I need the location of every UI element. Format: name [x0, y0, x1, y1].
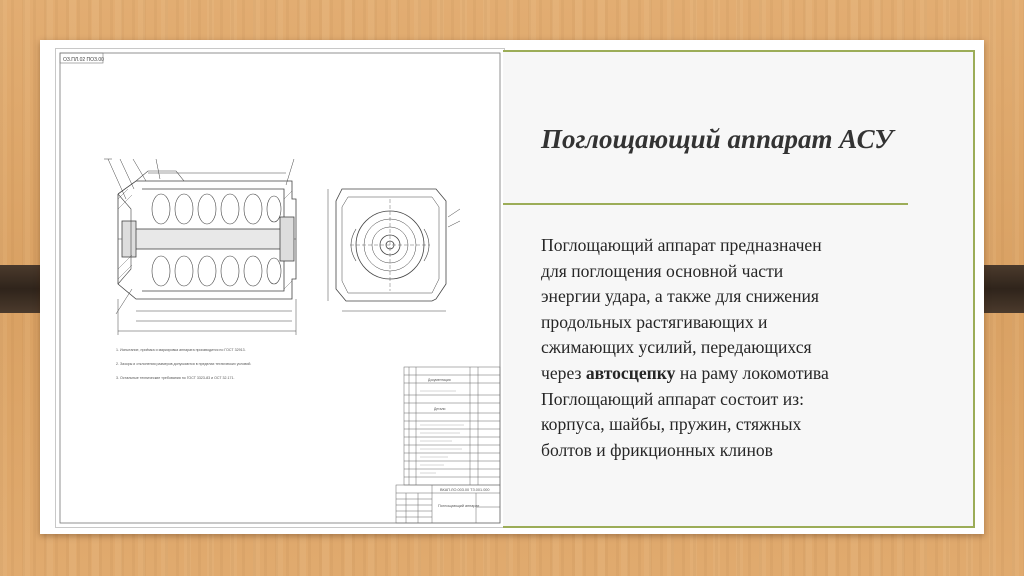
drawing-notes — [116, 348, 251, 380]
specification-table — [404, 367, 500, 485]
body-line: для поглощения основной части — [541, 260, 784, 281]
body-line: болтов и фрикционных клинов — [541, 439, 773, 460]
spec-section-documentation: Документация — [428, 378, 451, 382]
end-view — [328, 189, 460, 311]
bold-term-autocoupler: автосцепку — [585, 362, 676, 383]
body-line-start: через — [541, 362, 586, 383]
body-line-end: на раму локомотива — [675, 362, 829, 383]
slide-title: Поглощающий аппарат АСУ — [541, 124, 894, 154]
note-line: 3. Остальные технические требования по ГОСТ 3323-83 и ОСТ 32.171. — [116, 376, 235, 380]
body-line: энергии удара, а также для снижения — [541, 286, 819, 307]
corner-stamp: ОЗ.ПЛ.02 ПОЗ.00 — [63, 57, 104, 63]
body-line-with-bold — [541, 361, 961, 387]
section-view — [104, 159, 296, 335]
drawing-frame — [60, 53, 500, 523]
note-line: 2. Зазоры и отклонения размеров допускаются в пределах технических условий. — [116, 362, 252, 366]
title-block-code: ВКАП.ЛО.003.00 ТЗ.001.000 — [440, 488, 490, 492]
body-line: сжимающих усилий, передающихся — [541, 337, 812, 358]
title-block-name: Поглощающий аппарат — [438, 504, 480, 508]
body-line: Поглощающий аппарат состоит из: — [541, 388, 804, 409]
technical-drawing — [55, 48, 505, 528]
spec-section-parts: Детали — [434, 407, 446, 411]
title-divider — [503, 203, 908, 205]
body-line: корпуса, шайбы, пружин, стяжных — [541, 414, 802, 435]
slide-body — [541, 233, 961, 463]
drawing-svg — [56, 49, 504, 527]
body-line: продольных растягивающих и — [541, 311, 768, 332]
note-line: 1. Испытание, приёмка и маркировка аппарата производится по ГОСТ 32913. — [116, 348, 246, 352]
body-line: Поглощающий аппарат предназначен — [541, 235, 822, 255]
